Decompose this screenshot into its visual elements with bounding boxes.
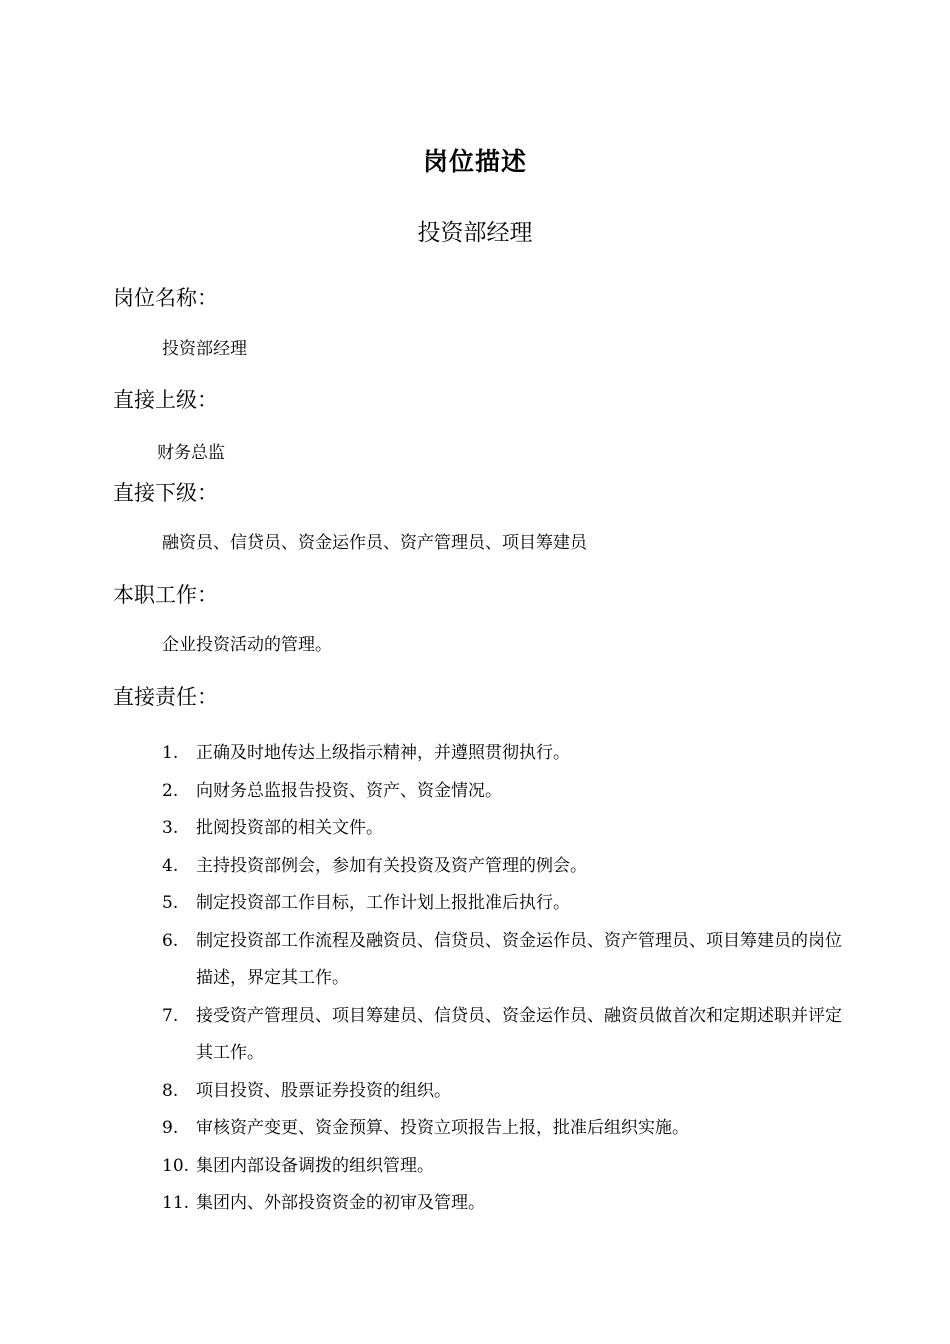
- responsibility-text: 制定投资部工作目标，工作计划上报批准后执行。: [196, 893, 570, 913]
- responsibility-number: 3.: [162, 818, 179, 838]
- responsibility-item: [162, 923, 852, 998]
- responsibility-text: 正确及时地传达上级指示精神，并遵照贯彻执行。: [196, 743, 570, 763]
- responsibility-number: 4.: [162, 855, 179, 876]
- section-body-position-name: 投资部经理: [162, 339, 247, 359]
- responsibility-item: [162, 773, 852, 811]
- responsibility-item: [162, 1185, 852, 1223]
- document-title: 岗位描述: [422, 147, 527, 176]
- responsibility-item: [162, 1110, 852, 1148]
- responsibility-text: 项目投资、股票证券投资的组织。: [196, 1080, 451, 1101]
- responsibility-number: 5.: [162, 893, 179, 913]
- responsibility-item: [162, 848, 852, 886]
- section-heading-main-work: 本职工作：: [113, 583, 218, 607]
- section-heading-subordinates: 直接下级：: [113, 481, 218, 505]
- section-body-subordinates: 融资员、信贷员、资金运作员、资产管理员、项目筹建员: [162, 533, 587, 553]
- section-heading-superior: 直接上级：: [113, 388, 218, 412]
- responsibility-number: 8.: [162, 1080, 179, 1101]
- responsibility-text: 审核资产变更、资金预算、投资立项报告上报，批准后组织实施。: [196, 1118, 689, 1138]
- responsibility-text: 批阅投资部的相关文件。: [196, 818, 383, 838]
- responsibility-number: 9.: [162, 1118, 179, 1138]
- responsibilities-list: [162, 735, 852, 1223]
- section-body-main-work: 企业投资活动的管理。: [162, 635, 332, 655]
- responsibility-item: [162, 735, 852, 773]
- responsibility-text: 集团内、外部投资资金的初审及管理。: [196, 1193, 485, 1213]
- section-heading-responsibilities: 直接责任：: [113, 685, 218, 709]
- responsibility-number: 7.: [162, 1005, 179, 1026]
- responsibility-text: 接受资产管理员、项目筹建员、信贷员、资金运作员、融资员做首次和定期述职并评定其工作。: [196, 1005, 842, 1063]
- responsibility-number: 6.: [162, 930, 179, 951]
- responsibility-number: 2.: [162, 780, 179, 801]
- responsibility-number: 11.: [162, 1193, 190, 1213]
- responsibility-item: [162, 810, 852, 848]
- section-heading-position-name: 岗位名称：: [113, 286, 218, 310]
- responsibility-number: 10.: [162, 1155, 190, 1176]
- responsibility-item: [162, 1073, 852, 1111]
- responsibility-text: 集团内部设备调拨的组织管理。: [196, 1155, 434, 1176]
- responsibility-text: 主持投资部例会，参加有关投资及资产管理的例会。: [196, 855, 587, 876]
- section-body-superior: 财务总监: [157, 443, 225, 463]
- responsibility-text: 制定投资部工作流程及融资员、信贷员、资金运作员、资产管理员、项目筹建员的岗位描述，界定其工作。: [196, 930, 842, 988]
- responsibility-item: [162, 1148, 852, 1186]
- document-subtitle: 投资部经理: [417, 220, 533, 246]
- responsibility-item: [162, 885, 852, 923]
- responsibility-item: [162, 998, 852, 1073]
- responsibility-text: 向财务总监报告投资、资产、资金情况。: [196, 780, 502, 801]
- responsibility-number: 1.: [162, 743, 179, 763]
